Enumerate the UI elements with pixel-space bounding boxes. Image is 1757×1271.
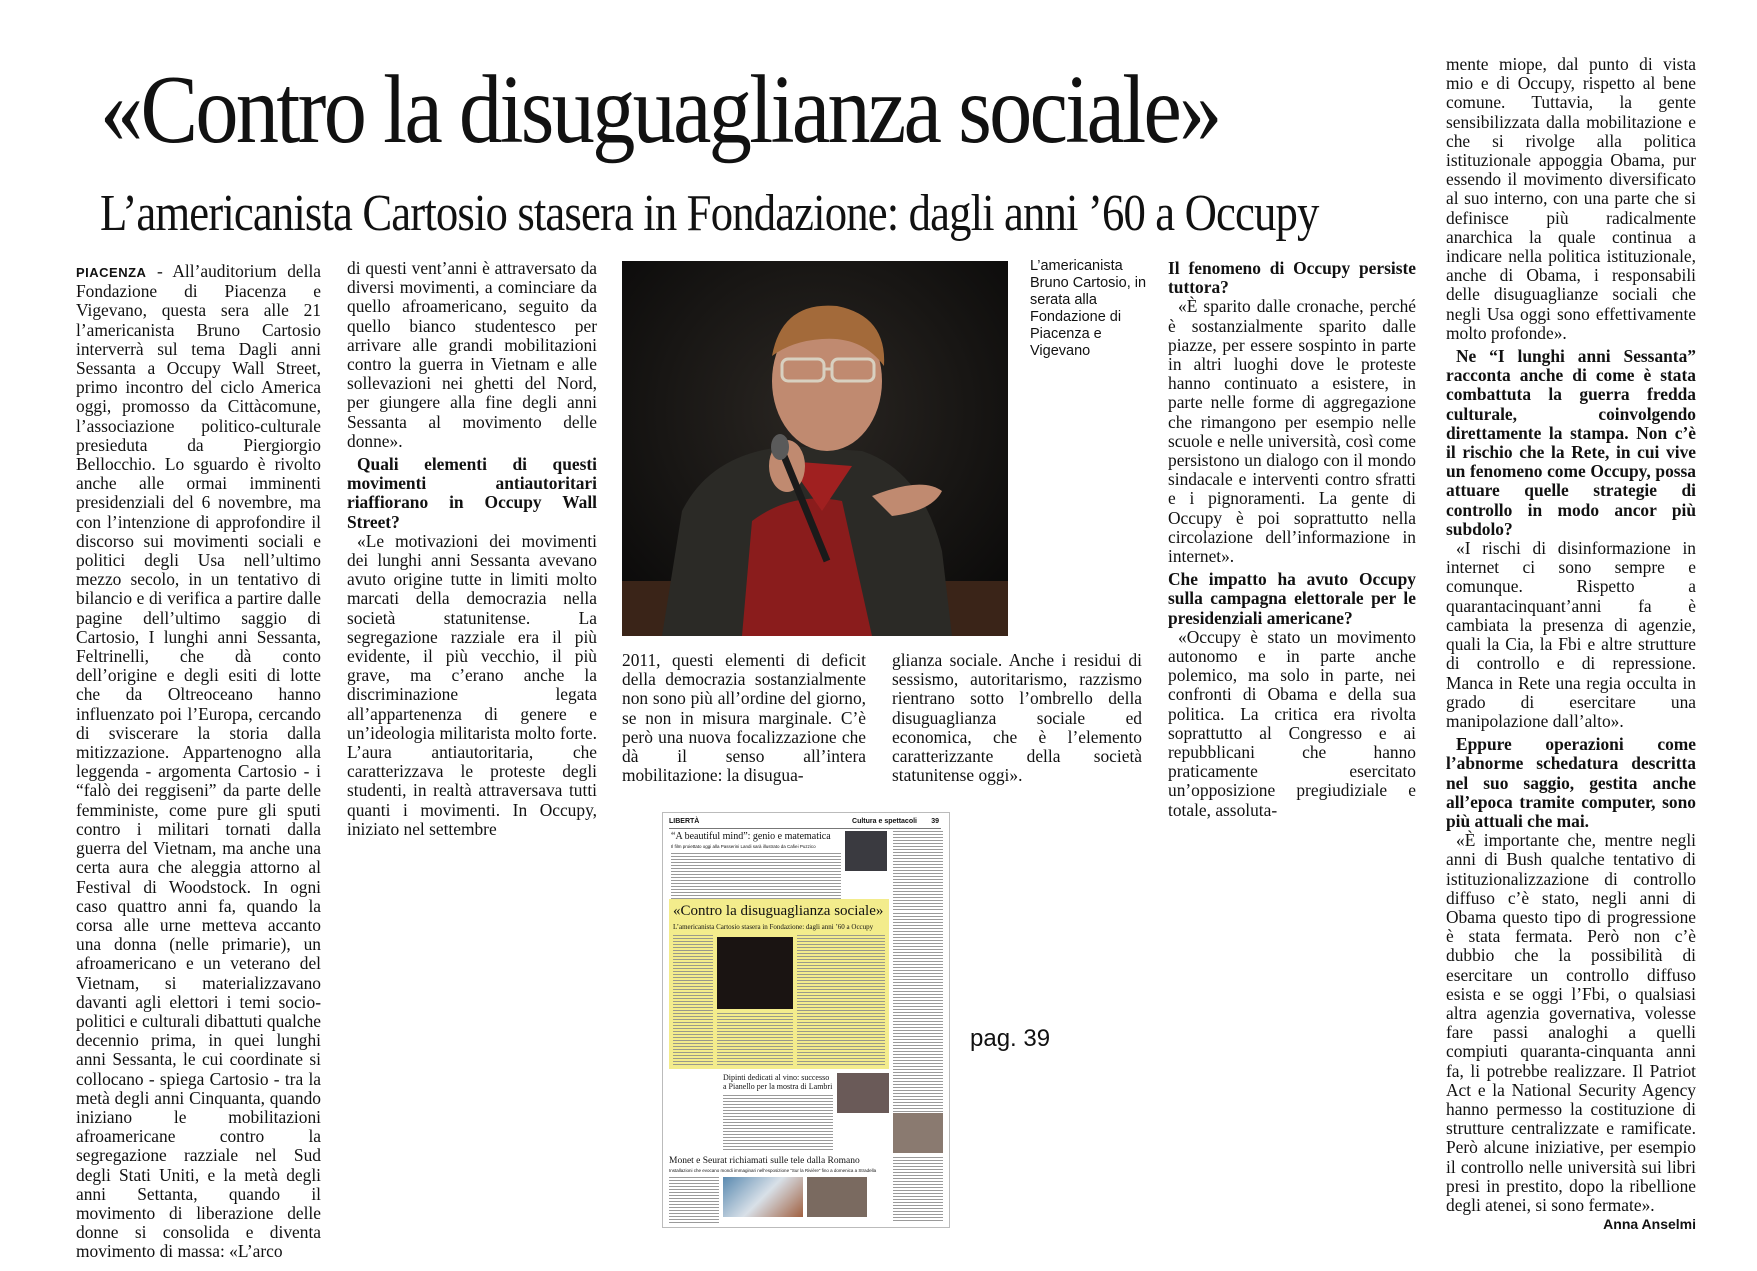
col1-text: - All’auditorium della Fondazione di Piacenza e Vigevano, questa sera alle 21 l’americanista Bruno Cartosio interverrà sul tema Dagli anni Sessanta a Occupy Wall Street, primo incontro del ciclo America oggi, promosso da Cittàcomune, l’associazione politico-culturale presieduta da Piergiorgio Bellocchio. Lo sguardo è rivolto anche alle ormai imminenti presidenziali del 6 novembre, ma con l’intenzione di approfondire il discorso sui movimenti sociali e politici degli Usa nell’ultimo mezzo secolo, in un tentativo di bilancio e di verifica a partire dalle pagine dell’ultimo saggio di Cartosio, I lunghi anni Sessanta, Feltrinelli, che dà conto dell’origine e degli esiti di lotte che da Oltreoceano hanno influenzato poi l’Europa, cercando di sviscerare la storia dalla mitizzazione. Appartenogno alla leggenda - argomenta Cartosio - i “falò dei reggiseni” da parte delle femministe, come pure gli sputi contro i militari tornati dalla guerra del Vietnam, ma anche una certa aura che aleggia attorno al Festival di Woodstock. In ogni caso quattro anni fa, quando la corsa alle urne metteva accanto una donna (nelle primarie), un afroamericano e un veterano del Vietnam, si materializzavano davanti agli elettori i temi socio-politici e culturali dibattuti qualche decennio prima, in quei lunghi anni Sessanta, le cui coordinate si collocano - spiega Cartosio - tra la metà degli anni Cinquanta, quando iniziano le mobilitazioni afroamericane contro la segregazione razziale nel Sud degli Stati Uniti, e la metà degli anni Settanta, quando il movimento di liberazione delle donne si consolida e diventa movimento di massa: «L’arco bbox=[76, 261, 321, 1262]
thumb-bottom-photo-2 bbox=[807, 1177, 867, 1217]
thumb-top-text bbox=[671, 853, 841, 899]
author-signature: Anna Anselmi bbox=[1603, 1216, 1696, 1233]
thumb-mid-photo bbox=[837, 1073, 889, 1113]
col6-paragraph-1: mente miope, dal punto di vista mio e di Occupy, rispetto al bene comune. Tuttavia, la gente sensibilizzata dalla mobilitazione e che si rivolge alla politica istituzionale appoggia Obama, pur essendo il movimento diversificato al suo interno, con una parte che si definisce più radicalmente anarchica la quale continua a indicare nella politica istituzionale, anche di Obama, i responsabili delle disuguaglianze sociali che negli Usa oggi sono effettivamente molto profonde». bbox=[1446, 54, 1696, 343]
thumb-header bbox=[669, 816, 941, 829]
thumb-bottom-text bbox=[669, 1177, 719, 1223]
col6-paragraph-2: «I rischi di disinformazione in internet ci sono sempre e comunque. Rispetto a quarantacinquant’anni fa è cambiata la presenza di agenzie, quali la Cia, la Fbi e altre strutture di controllo e di repressione. Manca in Rete una regia occulta in grado di esercitare una manipolazione dall’alto». bbox=[1446, 538, 1696, 731]
page-label: pag. 39 bbox=[970, 1025, 1051, 1052]
thumb-main-photo bbox=[717, 937, 793, 1009]
thumb-main-text-left bbox=[673, 935, 713, 1065]
thumb-right-text bbox=[893, 831, 943, 911]
column-1 bbox=[76, 261, 321, 1262]
col2-paragraph-1: di questi vent’anni è attraversato da diversi movimenti, a cominciare da quello afroamericano, seguito da quello bianco studentesco per arrivare alle grandi mobilitazioni contro la guerra in Vietnam e alle sollevazioni nei ghetti del Nord, per giungere alla fine degli anni Sessanta al movimento delle donne». bbox=[347, 258, 597, 451]
subheadline: L’americanista Cartosio stasera in Fondazione: dagli anni ’60 a Occupy bbox=[100, 185, 1319, 242]
col5-paragraph-2: «Occupy è stato un movimento autonomo e in parte anche polemico, ma solo in parte, nei confronti di Obama e della sua politica. La critica era rivolta soprattutto al Congresso e ai repubblicani che hanno praticamente esercitato un’opposizione pregiudiziale e totale, assoluta- bbox=[1168, 626, 1416, 820]
col4-paragraph-1: glianza sociale. Anche i residui di sessismo, autoritarismo, razzismo rientrano sotto l’ombrello della disuguaglianza sociale ed economica, che è l’elemento caratterizzante della società statunitense oggi». bbox=[892, 650, 1142, 786]
thumb-paper-name: LIBERTÀ bbox=[669, 818, 700, 825]
thumb-main-text-right bbox=[797, 935, 885, 1065]
thumb-top-photo bbox=[845, 831, 887, 871]
page-thumbnail bbox=[662, 812, 950, 1228]
thumb-main-title: «Contro la disuguaglianza sociale» bbox=[673, 903, 884, 919]
col5-question-2: Che impatto ha avuto Occupy sulla campagna elettorale per le presidenziali americane? bbox=[1168, 569, 1416, 628]
col5-question-1: Il fenomeno di Occupy persiste tuttora? bbox=[1168, 258, 1416, 298]
col2-paragraph-2: «Le motivazioni dei movimenti dei lunghi anni Sessanta avevano avuto origine tutte in limiti molto marcati della democrazia nella società statunitense. La segregazione razziale era il più evidente, il più vecchio, il più grave, ma c’erano anche la discriminazione legata all’appartenenza di genere e un’ideologia militarista molto forte. L’aura antiautoritaria, che caratterizzava le proteste degli studenti, in realtà attraversava tutti quanti i movimenti. In Occupy, iniziato nel settembre bbox=[347, 530, 597, 839]
thumb-page-number: 39 bbox=[931, 818, 939, 825]
thumb-highlight-block bbox=[669, 899, 889, 1069]
column-2 bbox=[347, 258, 597, 839]
col6-question-2: Eppure operazioni come l’abnorme schedatura descritta nel suo saggio, gestita anche all’epoca tramite computer, sono più attuali che mai. bbox=[1446, 734, 1696, 831]
column-6 bbox=[1446, 54, 1696, 1233]
thumb-main-sub: L’americanista Cartosio stasera in Fondazione: dagli anni ’60 a Occupy bbox=[673, 923, 874, 931]
column-3 bbox=[622, 651, 866, 786]
thumb-side-text bbox=[893, 913, 943, 1113]
col1-paragraph bbox=[76, 262, 321, 1262]
dateline: PIACENZA bbox=[76, 265, 147, 280]
thumb-top-title: “A beautiful mind”: genio e matematica bbox=[671, 831, 831, 842]
col3-paragraph-1: 2011, questi elementi di deficit della democrazia sostanzialmente non sono più all’ordine del giorno, se non in misura marginale. C’è però una nuova focalizzazione che dà il senso all’intera mobilitazione: la disugua- bbox=[622, 650, 866, 786]
thumb-bottom-title: Monet e Seurat richiamati sulle tele dalla Romano bbox=[669, 1156, 860, 1166]
thumb-bottom-right-text bbox=[893, 1157, 943, 1223]
thumb-bottom-right-photo bbox=[893, 1113, 943, 1153]
thumb-main-text-bottom bbox=[717, 1013, 793, 1065]
column-5 bbox=[1168, 258, 1416, 820]
col6-question-1: Ne “I lunghi anni Sessanta” racconta anche di come è stata combattuta la guerra fredda culturale, coinvolgendo direttamente la stampa. Non c’è il rischio che la Rete, in cui vive un fenomeno come Occupy, possa attuare quelle strategie di controllo in modo ancor più subdolo? bbox=[1446, 346, 1696, 539]
thumb-mid-title: Dipinti dedicati al vino: successo a Pianello per la mostra di Lambri bbox=[723, 1073, 833, 1091]
photo-caption: L’americanista Bruno Cartosio, in serata alla Fondazione di Piacenza e Vigevano bbox=[1030, 258, 1147, 359]
thumb-mid-text bbox=[723, 1095, 833, 1150]
col5-paragraph-1: «È sparito dalle cronache, perché è sostanzialmente sparito dalle piazze, per essere sospinto in parte in altri luoghi dove le proteste hanno continuato a esistere, in parte nelle forme di aggregazione che rimangono per esempio nelle scuole e nelle università, così come persistono un dialogo con il mondo sindacale e interventi contro sfratti e i pignoramenti. La gente di Occupy è poi soprattutto nella circolazione dell’informazione in internet». bbox=[1168, 296, 1416, 567]
speaker-photo bbox=[622, 261, 1008, 636]
col6-paragraph-3: «È importante che, mentre negli anni di Bush qualche tentativo di istituzionalizzazione di controllo diffuso c’è stato, negli anni di Obama questo tipo di progressione è stata fermata. Però non c’è dubbio che la possibilità di esercitare un controllo diffuso esista e se oggi l’Fbi, o qualsiasi altra agenzia governativa, volesse fare passi analoghi a quelli compiuti quaranta-cinquanta anni fa, li potrebbe realizzare. Il Patriot Act e la National Security Agency hanno permesso la costituzione di strutture centralizzate e ramificate. Però alcune iniziative, per esempio il controllo nelle università sui libri presi in prestito, dopo la ribellione degli atenei, si sono fermate». bbox=[1446, 830, 1696, 1215]
thumb-bottom-sub: Installazioni che evocano mondi immaginari nell’esposizione “Sur la Rivière” fino a domenica a Stradella bbox=[669, 1168, 877, 1173]
thumb-section: Cultura e spettacoli bbox=[852, 818, 917, 825]
thumb-top-sub: Il film proiettato oggi alla Passerini Landi sarà illustrato da Cafiei Puzzico bbox=[671, 844, 816, 849]
headline: «Contro la disuguaglianza sociale» bbox=[100, 56, 1220, 164]
col2-question-1: Quali elementi di questi movimenti antiautoritari riaffiorano in Occupy Wall Street? bbox=[347, 454, 597, 532]
thumb-bottom-photo-1 bbox=[723, 1177, 803, 1217]
speaker-photo-illustration bbox=[622, 261, 1008, 636]
column-4 bbox=[892, 651, 1142, 786]
